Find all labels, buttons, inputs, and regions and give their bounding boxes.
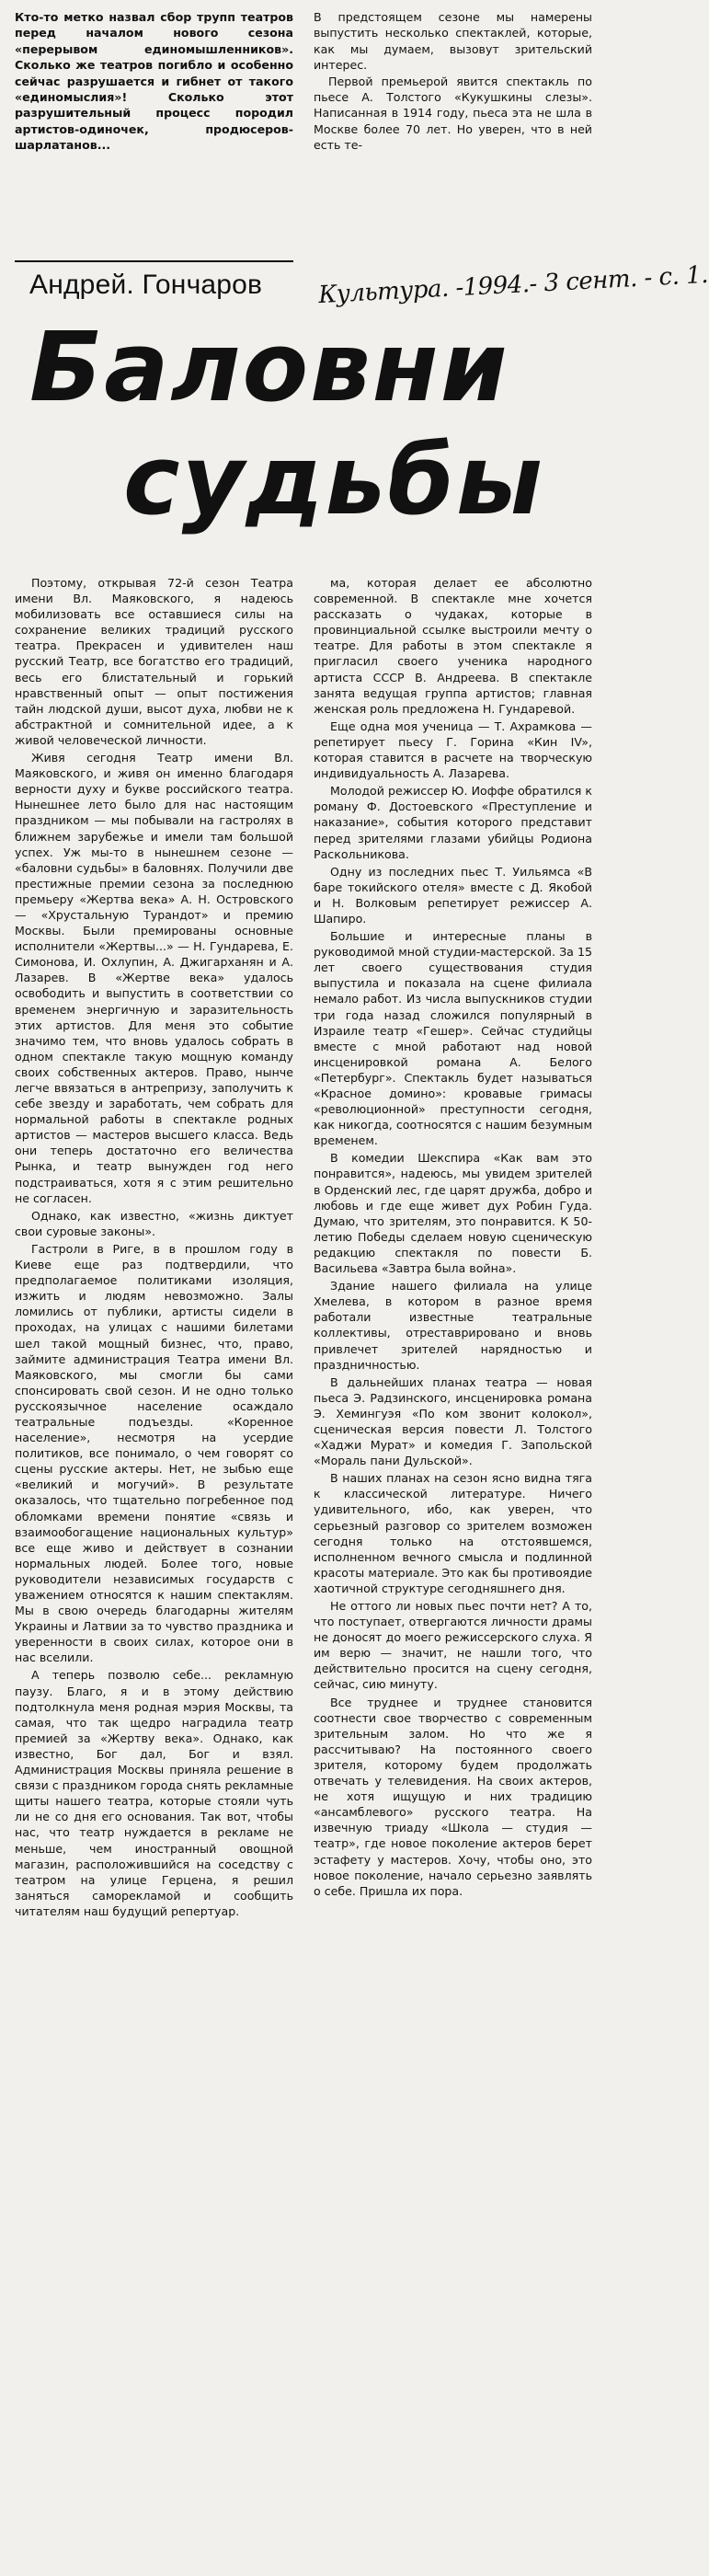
- teaser-column-right: [314, 9, 592, 262]
- author-name: Андрей. Гончаров: [29, 270, 263, 300]
- body-paragraph: В комедии Шекспира «Как вам это понравится», надеюсь, мы увидем зрителей в Орденский лес, где царят дружба, добро и любовь и где еще живет дух Робин Гуда. Думаю, что зрителям, это понравится. К 50-летию Победы сделаем новую сценическую редакцию спектакля по повести Б. Васильева «Завтра была война».: [314, 1151, 592, 1276]
- body-paragraph: Здание нашего филиала на улице Хмелева, в котором в разное время работали известные театральные коллективы, отреставрировано и вновь привлечет зрителей нарядностью и праздничностью.: [314, 1279, 592, 1372]
- headline-line-2: судьбы: [123, 424, 544, 536]
- article-header: [15, 260, 709, 575]
- body-paragraph: В наших планах на сезон ясно видна тяга к классической литературе. Ничего удивительного, ибо, как уверен, что серьезный разговор со зрителем возможен сегодня только на отстоявшемся, исполненном вечного смысла и подлинной красоты материале. Это как бы противоядие хаотичной структуре сегодняшнего дня.: [314, 1471, 592, 1595]
- body-paragraph: Одну из последних пьес Т. Уильямса «В баре токийского отеля» вместе с Д. Якобой и Н. Волковым репетирует режиссер А. Шапиро.: [314, 864, 592, 926]
- body-paragraph: Поэтому, открывая 72-й сезон Театра имени Вл. Маяковского, я надеюсь мобилизовать все оставшиеся силы на сохранение великих традиций русского театра. Прекрасен и удивителен наш русский Театр, все богатство его традиций, весь его блистательный и горький нравственный опыт — опыт постижения тайн людской души, высот духа, любви не к абстрактной и сомнительной идее, а к живой человеческой личности.: [15, 576, 293, 747]
- body-paragraph: Все труднее и труднее становится соотнести свое творчество с современным зрительным залом. Но что же я рассчитываю? На постоянного своего зрителя, которому будем продолжать отвечать у телевидения. На своих актеров, не хотя ищущую и них традицию «ансамблевого» русского театра. На извечную триаду «Школа — студия — театр», где новое поколение актеров берет эстафету у мастеров. Хочу, чтобы оно, это новое поколение, начало серьезно заявлять о себе. Пришла их пора.: [314, 1695, 592, 1898]
- body-paragraph: Еще одна моя ученица — Т. Ахрамкова — репетирует пьесу Г. Горина «Кин IV», которая ставится в расчете на творческую индивидуальность А. Лазарева.: [314, 719, 592, 781]
- teaser-right-paragraph: Первой премьерой явится спектакль по пьесе А. Толстого «Кукушкины слезы». Написанная в 1914 году, пьеса эта не шла в Москве более 70 лет. Но уверен, что в ней есть те-: [314, 74, 592, 153]
- body-paragraph: Однако, как известно, «жизнь диктует свои суровые законы».: [15, 1208, 293, 1238]
- body-paragraph: Молодой режиссер Ю. Иоффе обратился к роману Ф. Достоевского «Преступление и наказание», события которого представит перед зрителями глазами убийцы Родиона Раскольникова.: [314, 784, 592, 861]
- teaser-section: [15, 9, 592, 262]
- handwritten-citation: Культура. -1994.- 3 сент. - с. 1.: [317, 260, 709, 310]
- body-column-left: [15, 575, 293, 2562]
- body-paragraph: А теперь позволю себе... рекламную паузу. Благо, я и в этому действию подтолкнула меня родная мэрия Москвы, та самая, что так щедро наградила театр премией за «Жертву века». Однако, как известно, Бог дал, Бог и взял. Администрация Москвы приняла решение в связи с праздником города снять рекламные щиты нашего театра, которые стояли чуть ли не со дня его основания. Так вот, чтобы нас, что театр нуждается в рекламе не меньше, чем иностранный овощной магазин, расположившийся на соседству с театром на улице Герцена, я решил заняться саморекламой и сообщить читателям наш будущий репертуар.: [15, 1668, 293, 1918]
- headline-line-1: Баловни: [29, 311, 509, 423]
- body-paragraph: Не оттого ли новых пьес почти нет? А то, что поступает, отвергаются личности драмы не доносят до моего режиссерского слуха. Я им верю — значит, не нашли того, что действительно просится на сцену сегодня, сейчас, сию минуту.: [314, 1599, 592, 1692]
- teaser-column-left: [15, 9, 293, 262]
- body-paragraph: В дальнейших планах театра — новая пьеса Э. Радзинского, инсценировка романа Э. Хемингуэя «По ком звонит колокол», сценическая версия повести Л. Толстого «Хаджи Мурат» и комедия Г. Запольской «Мораль пани Дульской».: [314, 1374, 592, 1468]
- body-paragraph: Большие и интересные планы в руководимой мной студии-мастерской. За 15 лет своего существования студия выпустила и показала на сцене филиала немало работ. Из числа выпускников студии три года назад сложился популярный в Израиле театр «Гешер». Сейчас студийцы вместе с мной работают над новой инсценировкой романа А. Белого «Петербург». Спектакль будет называться «Красное домино»: кровавые гримасы «революционной» преступности сегодня, как никогда, соотносятся с нашим безумным временем.: [314, 929, 592, 1148]
- teaser-paragraph: Кто-то метко назвал сбор трупп театров перед началом нового сезона «перерывом единомышленников». Сколько же театров погибло и особенно сейчас разрушается и гибнет от такого «единомыслия»! Сколько этот разрушительный процесс породил артистов-одиночек, продюсеров-шарлатанов...: [15, 10, 293, 153]
- body-paragraph: Живя сегодня Театр имени Вл. Маяковского, и живя он именно благодаря верности духу и букве российского театра. Нынешнее лето было для нас настоящим праздником — мы побывали на гастролях в ближнем зарубежье и имели там большой успех. Уж мы-то в нынешнем сезоне — «баловни судьбы» в баловнях. Получили две престижные премии сезона за последнюю премьеру «Жертва века» А. Н. Островского — «Хрустальную Турандот» и премию Москвы. Были премированы основные исполнители «Жертвы...» — Н. Гундарева, Е. Симонова, И. Охлупин, А. Джигарханян и А. Лазарев. В «Жертве века» удалось освободить и выпустить в соответствии со временем энергичную и заразительность этих артистов. Для меня это событие значимо тем, что вновь удалось собрать в одном спектакле такую мощную команду своих собственных актеров. Право, нынче легче ввязаться в антрепризу, заполучить к себе звезду и заработать, чем собрать для нормальной работы в спектакле родных артистов — мастеров высшего класса. Ведь они теперь достаточно его величества Рынка, и театр вынужден год него подстраиваться, хотя я с этим решительно не согласен.: [15, 751, 293, 1205]
- teaser-right-paragraph: В предстоящем сезоне мы намерены выпустить несколько спектаклей, которые, как мы думаем, вызовут зрительский интерес.: [314, 10, 592, 73]
- body-paragraph: ма, которая делает ее абсолютно современной. В спектакле мне хочется рассказать о чудаках, которые в провинциальной ссылке выстроили мечту о театре. Для работы в этом спектакле я пригласил своего ученика народного артиста СССР В. Андреева. В спектакле занята ведущая группа артистов; главная женская роль предложена Н. Гундаревой.: [314, 576, 592, 716]
- body-paragraph: Гастроли в Риге, в в прошлом году в Киеве еще раз подтвердили, что предполагаемое политиками изоляция, изжить и людям невозможно. Залы ломились от публики, артисты сидели в проходах, на улицах с нашими билетами шел такой мощный бизнес, что, право, займите администрация Театра имени Вл. Маяковского, мы смогли бы сами спонсировать свой сезон. И не одно только русскоязычное население осаждало театральные подъезды. «Коренное население», несмотря на усердие политиков, все понимало, о чем говорят со сцены русские актеры. Нет, не зыбью еще «великий и могучий». В результате оказалось, что тщательно погребенное под обломками времени понятие «связь и взаимообогащение национальных культур» все еще живо и действует в сознании нормальных людей. Более того, новые руководители независимых государств с уважением относятся к нашим спектаклям. Мы в свою очередь благодарны жителям Украины и Латвии за то чувство праздника и уверенности в своих силах, которое они в нас вселили.: [15, 1241, 293, 1665]
- article-body: [15, 575, 592, 2562]
- body-column-right: [314, 575, 592, 2562]
